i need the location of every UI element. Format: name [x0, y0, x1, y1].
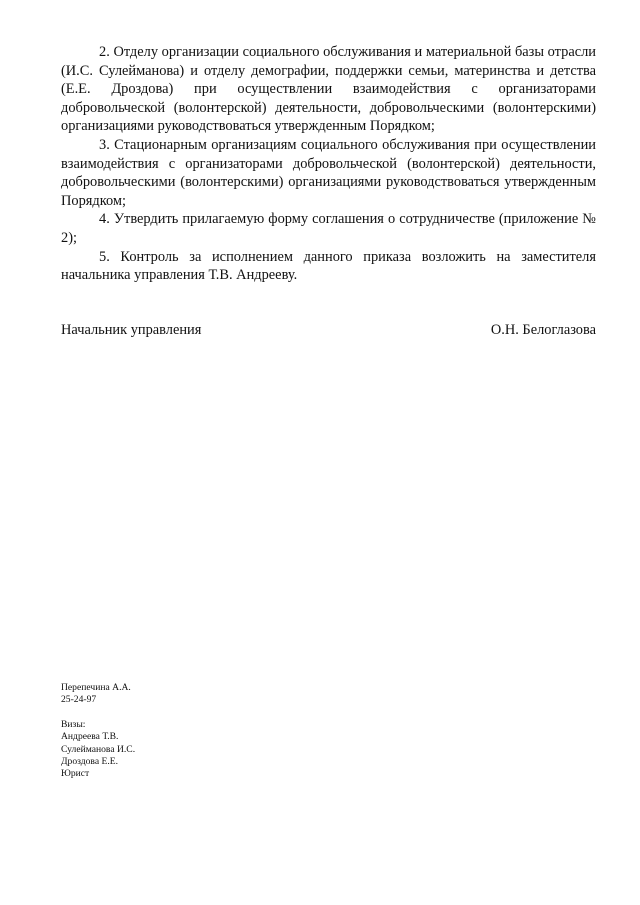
paragraph-item-3: 3. Стационарным организациям социального обслуживания при осуществлении взаимодействия с организаторами добровольческой (волонтерской) деятельности, добровольческими (волонтерскими) организациями руководствоваться утвержденным Порядком;	[61, 136, 596, 209]
approval-footer	[61, 682, 321, 781]
visa-item: Дроздова Е.Е.	[61, 756, 119, 768]
order-body	[61, 43, 596, 285]
visas-label: Визы:	[61, 718, 86, 730]
executor-phone: 25-24-97	[61, 694, 97, 706]
visa-item: Андреева Т.В.	[61, 731, 119, 743]
visa-item: Сулейманова И.С.	[61, 743, 136, 755]
signature-block	[61, 321, 596, 341]
signatory-title: Начальник управления	[61, 322, 202, 338]
paragraph-item-5: 5. Контроль за исполнением данного приказа возложить на заместителя начальника управления Т.В. Андрееву.	[61, 248, 596, 284]
executor-name: Перепечина А.А.	[61, 682, 131, 693]
paragraph-item-4: 4. Утвердить прилагаемую форму соглашения о сотрудничестве (приложение № 2);	[61, 211, 596, 246]
paragraph-item-2: 2. Отделу организации социального обслуживания и материальной базы отрасли (И.С. Сулейманова) и отделу демографии, поддержки семьи, материнства и детства (Е.Е. Дроздова) при осуществлении взаимодействия с организаторами добровольческой (волонтерской) деятельности, добровольческими (волонтерскими) организациями руководствоваться утвержденным Порядком;	[61, 44, 596, 135]
visa-item: Юрист	[61, 768, 90, 780]
signatory-name: О.Н. Белоглазова	[490, 322, 596, 338]
footer-spacer	[61, 707, 321, 719]
